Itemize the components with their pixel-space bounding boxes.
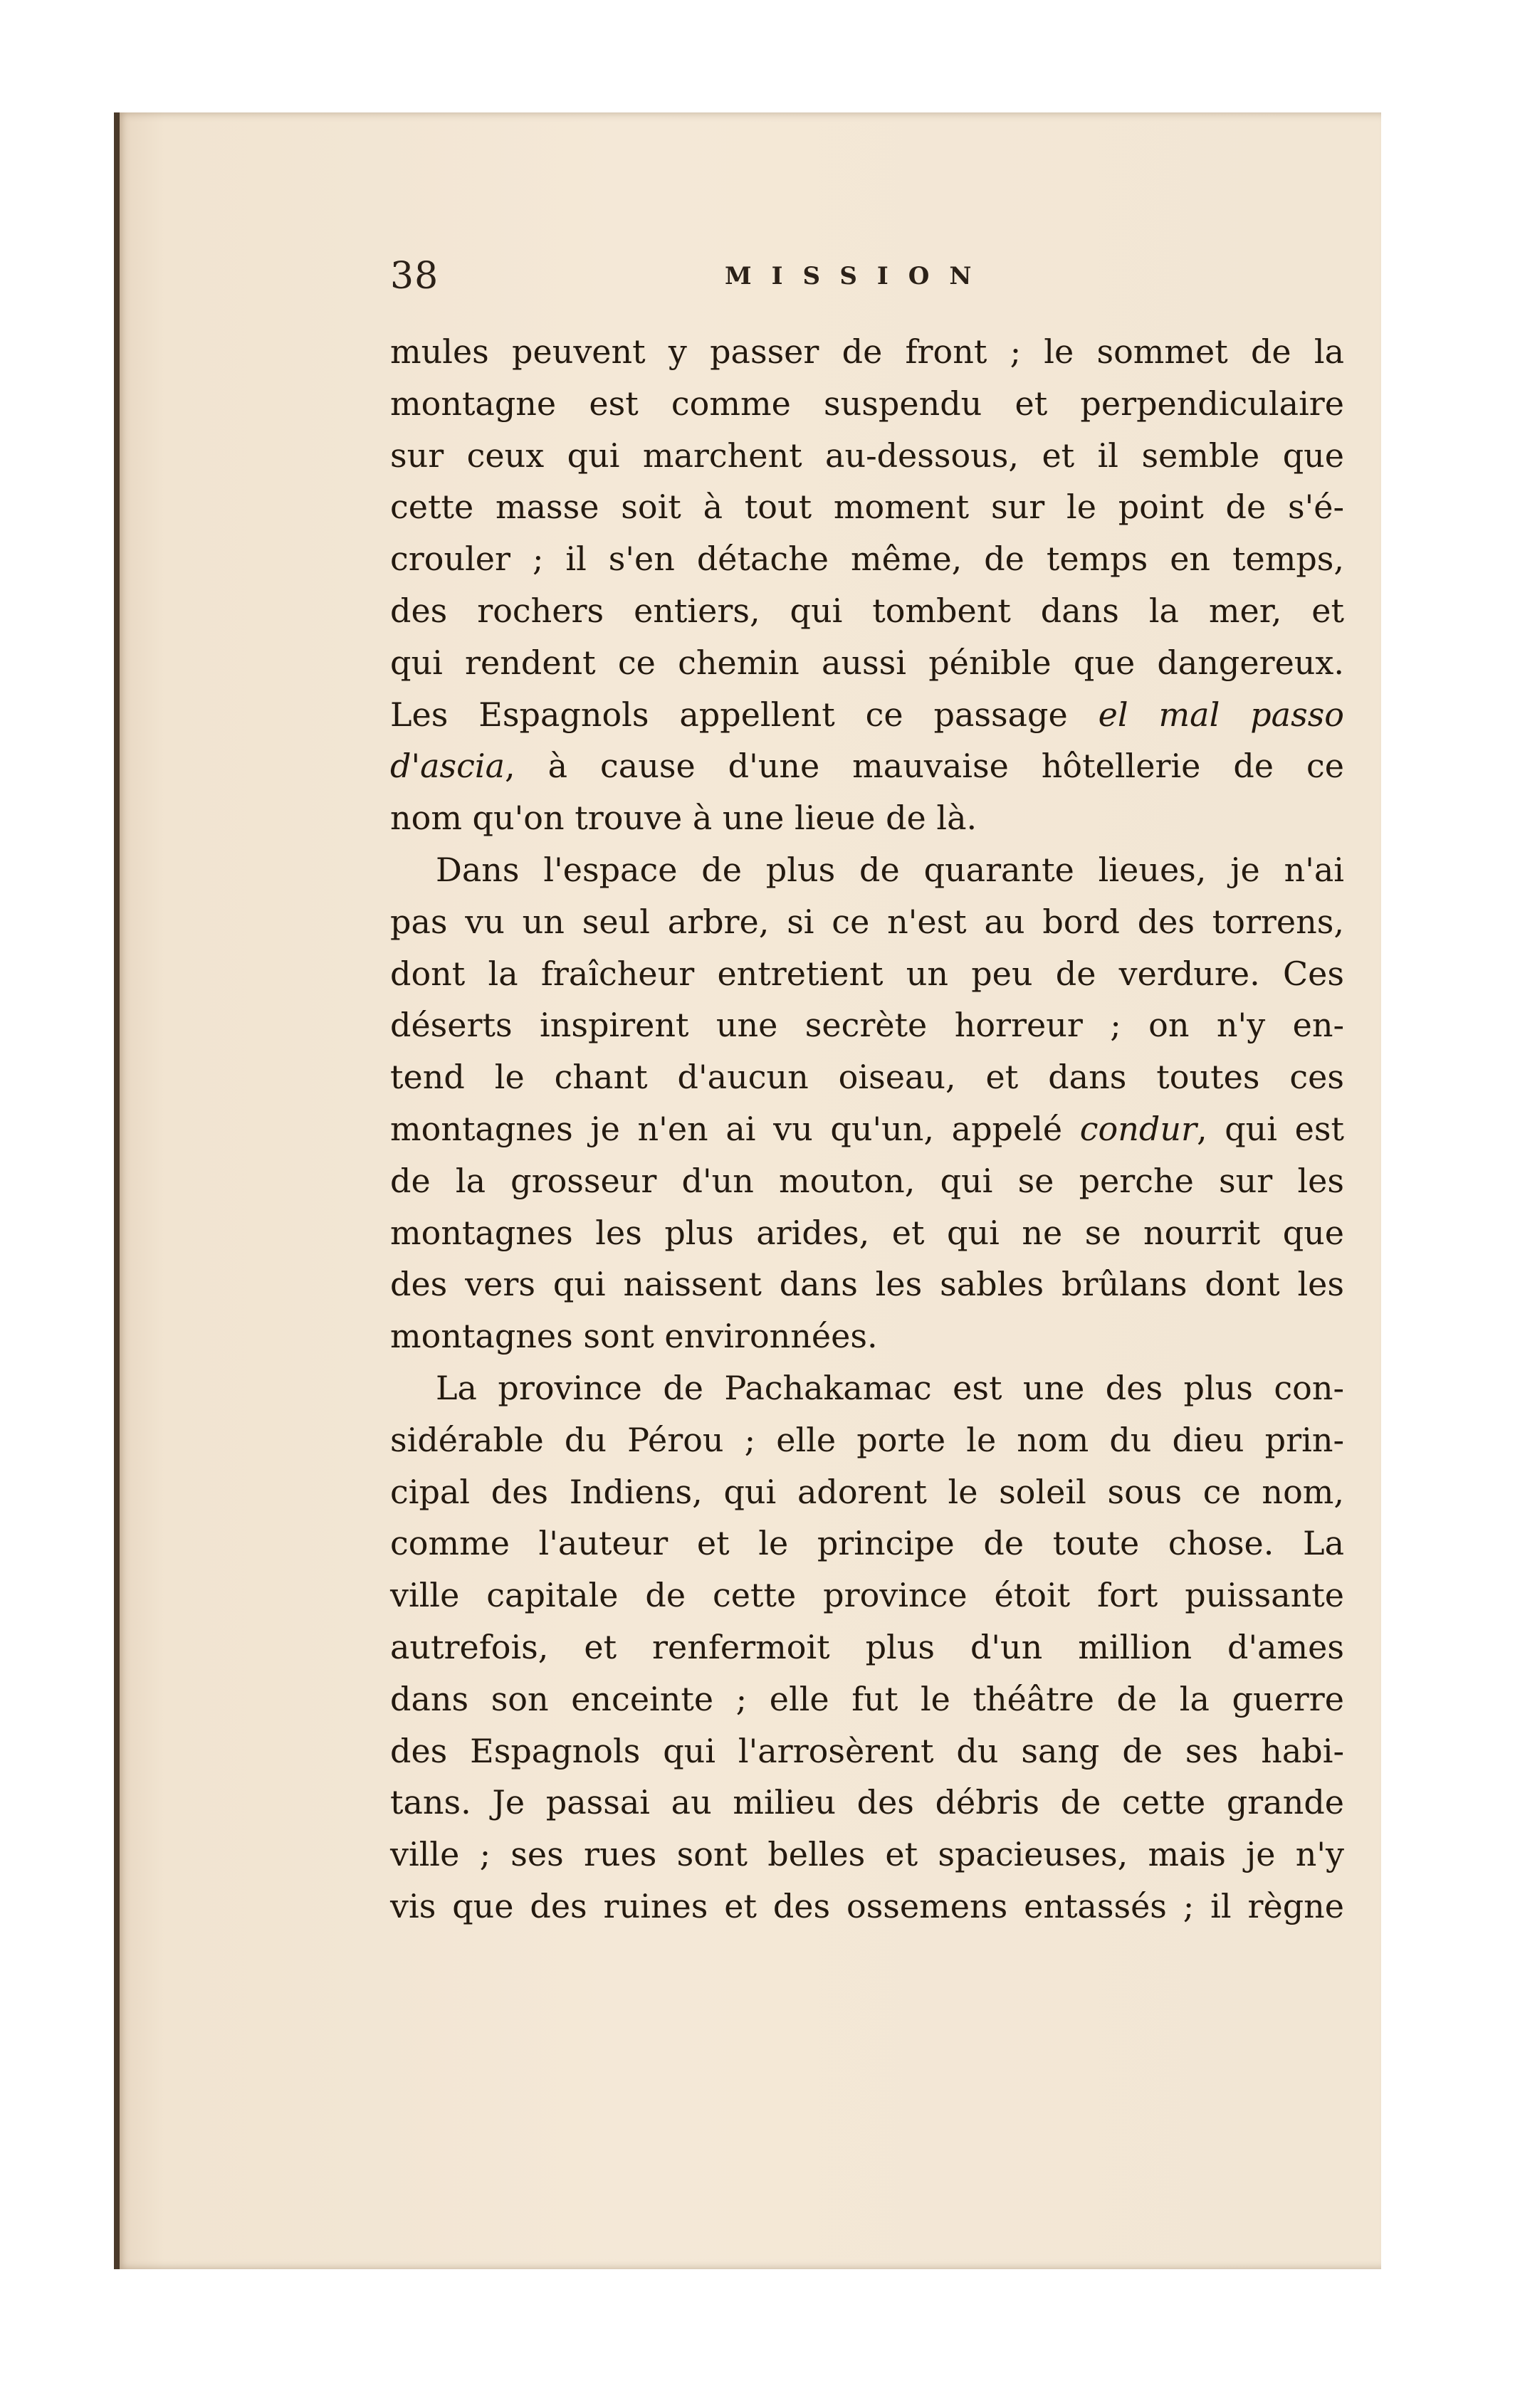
text-run: tans. Je passai au milieu des débris de cette grande [390, 1783, 1344, 1822]
text-run: sidérable du Pérou ; elle porte le nom du dieu prin- [390, 1420, 1344, 1459]
text-line [390, 637, 1344, 689]
text-run: , qui est [1196, 1109, 1344, 1148]
text-run: ville capitale de cette province étoit fort puissante [390, 1576, 1344, 1615]
text-run: dont la fraîcheur entretient un peu de verdure. Ces [390, 954, 1344, 993]
text-line [390, 1570, 1344, 1621]
text-line [390, 999, 1344, 1051]
text-run: La province de Pachakamac est une des plus con- [436, 1368, 1344, 1407]
text-line [390, 1155, 1344, 1207]
text-line [390, 792, 1344, 844]
text-line [390, 1103, 1344, 1155]
text-run: de la grosseur d'un mouton, qui se perche sur les [390, 1161, 1344, 1200]
text-run: montagnes je n'en ai vu qu'un, appelé [390, 1109, 1080, 1148]
italic-phrase: d'ascia [390, 747, 505, 786]
running-head: MISSION [725, 262, 992, 290]
text-line [390, 844, 1344, 896]
text-line [390, 430, 1344, 482]
text-run: nom qu'on trouve à une lieue de là. [390, 799, 977, 838]
italic-phrase: el mal passo [1098, 695, 1344, 734]
text-run: montagne est comme suspendu et perpendiculaire [390, 384, 1344, 423]
text-run: Les Espagnols appellent ce passage [390, 695, 1099, 734]
binding-edge [114, 112, 120, 2269]
text-run: sur ceux qui marchent au-dessous, et il semble que [390, 436, 1344, 475]
text-line [390, 533, 1344, 585]
text-line [390, 948, 1344, 1000]
text-line [390, 1051, 1344, 1103]
text-run: cette masse soit à tout moment sur le point de s'é- [390, 488, 1344, 527]
text-run: autrefois, et renfermoit plus d'un million d'ames [390, 1627, 1344, 1666]
text-line [390, 1414, 1344, 1466]
text-line [390, 1621, 1344, 1673]
text-run: qui rendent ce chemin aussi pénible que dangereux. [390, 643, 1344, 682]
text-line [390, 740, 1344, 792]
text-line [390, 585, 1344, 637]
text-run: des vers qui naissent dans les sables brûlans dont les [390, 1265, 1344, 1304]
text-run: mules peuvent y passer de front ; le sommet de la [390, 332, 1344, 371]
text-line [390, 1207, 1344, 1259]
text-run: montagnes les plus arides, et qui ne se nourrit que [390, 1213, 1344, 1252]
italic-phrase: condur [1079, 1109, 1197, 1148]
page-number: 38 [390, 255, 439, 298]
text-line [390, 1777, 1344, 1829]
text-line [390, 1362, 1344, 1414]
text-line [390, 1829, 1344, 1881]
text-line [390, 1258, 1344, 1310]
text-line [390, 1673, 1344, 1725]
text-run: pas vu un seul arbre, si ce n'est au bord des torrens, [390, 902, 1344, 941]
text-run: tend le chant d'aucun oiseau, et dans toutes ces [390, 1058, 1344, 1097]
text-run: vis que des ruines et des ossemens entassés ; il règne [390, 1886, 1344, 1925]
text-run: des Espagnols qui l'arrosèrent du sang de ses habi- [390, 1731, 1344, 1770]
text-line [390, 481, 1344, 533]
text-line [390, 1518, 1344, 1570]
text-line [390, 1725, 1344, 1777]
text-run: crouler ; il s'en détache même, de temps en temps, [390, 540, 1344, 579]
text-run: , à cause d'une mauvaise hôtellerie de ce [505, 747, 1344, 786]
text-run: comme l'auteur et le principe de toute chose. La [390, 1524, 1344, 1563]
body-text [390, 326, 1344, 1933]
text-line [390, 1466, 1344, 1518]
text-line [390, 896, 1344, 948]
text-line [390, 326, 1344, 378]
text-run: Dans l'espace de plus de quarante lieues, je n'ai [436, 850, 1344, 889]
text-run: dans son enceinte ; elle fut le théâtre de la guerre [390, 1679, 1344, 1718]
text-run: des rochers entiers, qui tombent dans la mer, et [390, 591, 1344, 630]
text-line [390, 378, 1344, 430]
text-run: ville ; ses rues sont belles et spacieuses, mais je n'y [390, 1835, 1344, 1874]
text-line [390, 1310, 1344, 1362]
text-run: montagnes sont environnées. [390, 1317, 878, 1356]
text-run: déserts inspirent une secrète horreur ; on n'y en- [390, 1006, 1344, 1045]
text-line [390, 689, 1344, 741]
text-line [390, 1881, 1344, 1933]
text-run: cipal des Indiens, qui adorent le soleil sous ce nom, [390, 1472, 1344, 1511]
page-header [390, 255, 1344, 298]
